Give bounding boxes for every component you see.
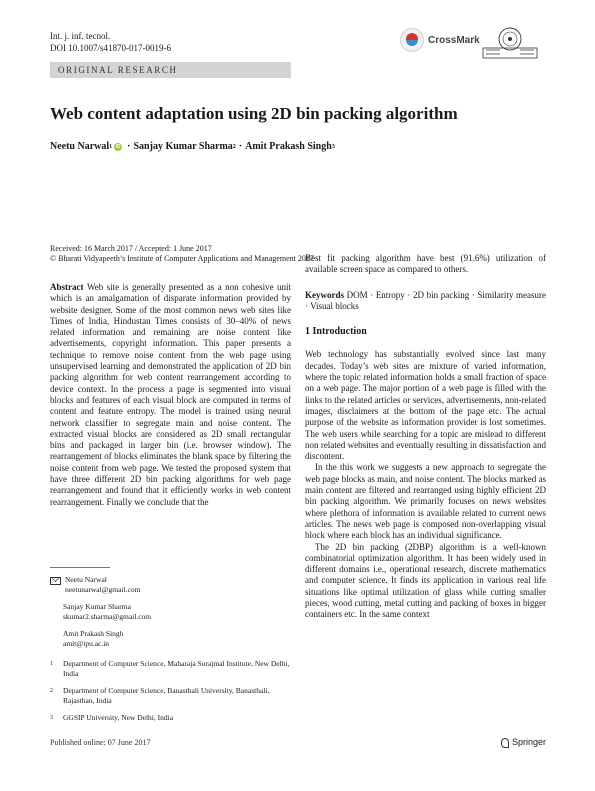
affiliation [50, 713, 291, 723]
crossmark-label: CrossMark [428, 34, 480, 46]
crossmark-icon [400, 28, 424, 52]
author-list [50, 140, 335, 154]
affiliation-number: 3 [50, 715, 53, 721]
author-affiliation-mark: 3 [331, 144, 335, 150]
keywords-label: Keywords [305, 289, 344, 300]
footnote-divider [50, 567, 110, 568]
author-separator: · [127, 141, 131, 152]
doi: DOI 10.1007/s41870-017-0019-6 [50, 43, 171, 53]
copyright-line: © Bharati Vidyapeeth’s Institute of Computer Applications and Management 2017 [50, 254, 314, 263]
affiliation-number: 1 [50, 661, 53, 667]
abstract-label: Abstract [50, 282, 84, 292]
orcid-icon[interactable]: iD [115, 144, 121, 150]
author-affiliation-mark: 1 [109, 144, 113, 150]
journal-header [50, 30, 171, 54]
header-logos [400, 22, 550, 60]
article-type: ORIGINAL RESEARCH [58, 65, 178, 75]
affiliation-text: Department of Computer Science, Maharaja Surajmal Institute, New Delhi, India [63, 659, 290, 678]
affiliation [50, 686, 291, 706]
affiliation-number: 2 [50, 688, 53, 694]
intro-paragraph: Web technology has substantially evolved since last many decades. Today’s web sites are mixture of varied information, where the topic related information holds a small fraction of space on a web page. The major portion of a web page is filled with the links to the related articles or services, advertisements, non-related images, disclaimers at the bottom of the page etc. The actual purpose of the website as information provider is lost sometimes. The web users while searching for a topic are mislead to different non related websites and eventually resulting in dissatisfaction and discontent. [305, 349, 546, 462]
published-online: Published online: 07 June 2017 [50, 738, 151, 747]
contact-email[interactable]: amit@ipu.ac.in [63, 639, 110, 648]
institute-seal-icon [482, 26, 538, 60]
corresponding-author [50, 575, 291, 595]
contact-name: Sanjay Kumar Sharma [63, 602, 131, 611]
affiliation [50, 659, 291, 679]
intro-paragraph: The 2D bin packing (2DBP) algorithm is a well-known combinatorial optimization algorithm. It has been widely used in different domains i.e., operational research, discrete mathematics and computer science. It finds its application in various real life situations like optimal utilization of glass while cutting smaller pieces, wood cutting, metal cutting and packing of boxes in bigger containers etc. In the same context [305, 541, 546, 620]
contact-name: Neetu Narwal [65, 575, 107, 584]
keywords-text: DOM · Entropy · 2D bin packing · Similarity measure · Visual blocks [305, 289, 546, 311]
affiliation-text: Department of Computer Science, Banasthali University, Banasthali, Rajasthan, India [63, 686, 270, 705]
envelope-icon [50, 577, 61, 585]
contact-name: Amit Prakash Singh [63, 629, 124, 638]
author-affiliation-mark: 2 [232, 144, 236, 150]
contact-block [50, 575, 291, 723]
paper-title: Web content adaptation using 2D bin packing algorithm [50, 104, 458, 123]
journal-name: Int. j. inf. tecnol. [50, 31, 111, 41]
author-name[interactable]: Neetu Narwal [50, 141, 110, 152]
keywords [305, 290, 546, 313]
springer-horse-icon [500, 737, 509, 747]
contact-author [63, 629, 291, 649]
section-heading: 1 Introduction [305, 326, 367, 338]
article-type-banner [50, 62, 291, 78]
contact-author [63, 602, 291, 622]
author-name[interactable]: Amit Prakash Singh [245, 141, 332, 152]
abstract [50, 282, 291, 508]
received-accepted: Received: 16 March 2017 / Accepted: 1 June 2017 [50, 244, 212, 253]
affiliation-text: GGSIP University, New Delhi, India [63, 713, 174, 722]
abstract-text: Web site is generally presented as a non cohesive unit which is an amalgamation of disparate information provided by website designer. Some of the most common news web sites like Times of India, Hindustan Times consists of 30–40% of news related information and remaining are noise content like advertisements, copyright information. This paper presents a technique to remove noise content from the web page using unsupervised learning and demonstrated the application of 2D bin packing algorithm for web content rearrangement according to device context. In the process a page is segmented into visual blocks and features of each visual block are computed in terms of content and feature entropy. The model is trained using neural network classifier to segregate main and noise content. The extracted visual blocks are considered as 2D small rectangular bins and packaged in larger bin (i.e. browser window). The rearrangement of blocks eliminates the blank space by filtering the noise content from web page. We tested the proposed system that have three different 2D bin packing algorithms for web page rearrangement and found that it efficiently works in web content rearrangement. Finally we conclude that the [50, 282, 292, 507]
right-column [305, 253, 546, 621]
author-name[interactable]: Sanjay Kumar Sharma [133, 141, 233, 152]
contact-email[interactable]: neetunarwal@gmail.com [65, 585, 141, 594]
publisher-logo [500, 737, 546, 747]
author-separator: · [238, 141, 243, 152]
publication-dates [50, 244, 314, 264]
abstract-continuation: Best fit packing algorithm have best (91.6%) utilization of available screen space as compared to others. [305, 253, 546, 275]
crossmark-logo[interactable] [400, 28, 480, 52]
intro-paragraph: In the this work we suggests a new approach to segregate the web page blocks as main, and noise content. The blocks marked as main content are filtered and rearranged using highly efficient 2D bin packing algorithm. We primarily focuses on news websites where plethora of information is available related to current news articles. The news web page is composed non-overlapping visual block where each block has an individual significance. [305, 462, 546, 541]
contact-email[interactable]: skumar2.sharma@gmail.com [63, 612, 152, 621]
publisher-name: Springer [512, 737, 547, 747]
